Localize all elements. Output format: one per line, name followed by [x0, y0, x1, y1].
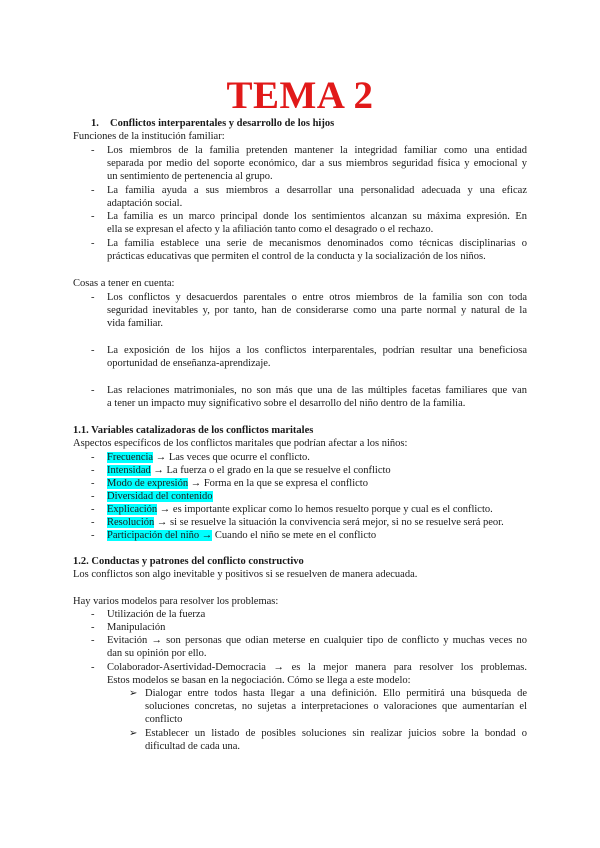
dash-bullet: -: [91, 622, 95, 633]
model-item: Manipulación: [107, 622, 166, 633]
list-item-line: Los conflictos y desacuerdos parentales o entre otros miembros de la familia son con toda: [107, 292, 527, 303]
sub-item-line: Establecer un listado de posibles soluciones sin realizar juicios sobre la bondad o: [145, 728, 527, 739]
dash-bullet: -: [91, 385, 95, 396]
models-intro: Hay varios modelos para resolver los problemas:: [73, 596, 279, 607]
section-1-1-heading: 1.1. Variables catalizadoras de los conflictos maritales: [73, 425, 314, 436]
list-item-line: oportunidad de enseñanza-aprendizaje.: [107, 358, 271, 369]
dash-bullet: -: [91, 530, 95, 541]
list-item-line: La familia ayuda a sus miembros a desarrollar una personalidad adecuada y una eficaz: [107, 185, 527, 196]
variable-item: [107, 516, 504, 529]
section-1-2-intro: Los conflictos son algo inevitable y positivos si se resuelven de manera adecuada.: [73, 569, 418, 580]
list-item-line: adaptación social.: [107, 198, 183, 209]
sub-item-line: soluciones concretas, no sujetas a interpretaciones o valoraciones que aumentarían el: [145, 701, 527, 712]
list-item-line: vida familiar.: [107, 318, 163, 329]
dash-bullet: -: [91, 145, 95, 156]
section-1-number: 1.: [91, 118, 99, 129]
model-item-line: Estos modelos se basan en la negociación. Cómo se llega a este modelo:: [107, 675, 411, 686]
list-item-line: La familia es un marco principal donde los sentimientos alcanzan su máxima expresión. En: [107, 211, 527, 222]
variable-item: [107, 464, 391, 477]
variable-term: Participación del niño →: [107, 530, 213, 541]
dash-bullet: -: [91, 517, 95, 528]
variable-term: Diversidad del contenido: [107, 491, 213, 502]
variable-desc: Cuando el niño se mete en el conflicto: [212, 530, 377, 541]
dash-bullet: -: [91, 185, 95, 196]
section-1-2-heading: 1.2. Conductas y patrones del conflicto constructivo: [73, 556, 304, 567]
dash-bullet: -: [91, 238, 95, 249]
list-item-line: a tener un impacto muy significativo sobre el desarrollo del niño dentro de la familia.: [107, 398, 466, 409]
dash-bullet: -: [91, 491, 95, 502]
section-1-intro: Funciones de la institución familiar:: [73, 131, 225, 142]
dash-bullet: -: [91, 478, 95, 489]
variable-term: Intensidad: [107, 465, 151, 476]
sub-item-line: dificultad de cada una.: [145, 741, 241, 752]
page-title: TEMA 2: [226, 74, 374, 117]
list-item-line: La exposición de los hijos a los conflictos interparentales, podrían resultar una beneficiosa: [107, 345, 527, 356]
arrow-bullet-icon: ➢: [129, 728, 138, 739]
dash-bullet: -: [91, 452, 95, 463]
dash-bullet: -: [91, 609, 95, 620]
model-item-line: Evitación → son personas que odian meterse en cualquier tipo de conflicto y muchas veces no: [107, 635, 527, 646]
model-item-line: Colaborador-Asertividad-Democracia → es la mejor manera para resolver los problemas.: [107, 662, 527, 673]
variable-term: Resolución: [107, 517, 155, 528]
variable-term: Frecuencia: [107, 452, 154, 463]
dash-bullet: -: [91, 465, 95, 476]
arrow-bullet-icon: ➢: [129, 688, 138, 699]
dash-bullet: -: [91, 292, 95, 303]
sub-item-line: conflicto: [145, 714, 183, 725]
variable-desc: → si se resuelve la situación la convivencia será mejor, si no se resuelve será peor.: [154, 517, 504, 528]
variable-item: [107, 529, 376, 542]
dash-bullet: -: [91, 345, 95, 356]
variable-item: [107, 451, 310, 464]
dash-bullet: -: [91, 211, 95, 222]
variable-item: [107, 490, 213, 503]
variable-desc: → es importante explicar como lo hemos resuelto porque y cual es el conflicto.: [157, 504, 493, 515]
variable-desc: → La fuerza o el grado en la que se resuelve el conflicto: [150, 465, 391, 476]
sub-item-line: Dialogar entre todos hasta llegar a una definición. Ello permitirá una búsqueda de: [145, 688, 527, 699]
model-item-line: dan su opinión por ello.: [107, 648, 207, 659]
variable-term: Explicación: [107, 504, 158, 515]
list-item-line: seguridad inevitables y, por tanto, han de considerarse como una parte normal y natural de la: [107, 305, 527, 316]
list-item-line: ella se expresan el afecto y la afiliación tanto como el desagrado o el rechazo.: [107, 224, 434, 235]
variable-item: [107, 477, 368, 490]
dash-bullet: -: [91, 662, 95, 673]
cosas-intro: Cosas a tener en cuenta:: [73, 278, 175, 289]
list-item-line: La familia establece una serie de mecanismos denominados como técnicas disciplinarias o: [107, 238, 527, 249]
list-item-line: Las relaciones matrimoniales, no son más que una de las múltiples facetas familiares que van: [107, 385, 527, 396]
list-item-line: prácticas educativas que permiten el control de la conducta y la socialización de los niños.: [107, 251, 486, 262]
model-item: Utilización de la fuerza: [107, 609, 206, 620]
section-1-heading: Conflictos interparentales y desarrollo de los hijos: [110, 118, 335, 129]
dash-bullet: -: [91, 504, 95, 515]
dash-bullet: -: [91, 635, 95, 646]
list-item-line: un sentimiento de pertenencia al grupo.: [107, 171, 273, 182]
variable-term: Modo de expresión: [107, 478, 189, 489]
variable-item: [107, 503, 493, 516]
list-item-line: separada por medio del soporte económico, dar a sus miembros seguridad física y emocional y: [107, 158, 527, 169]
section-1-1-intro: Aspectos específicos de los conflictos maritales que podrían afectar a los niños:: [73, 438, 408, 449]
list-item-line: Los miembros de la familia pretenden mantener la integridad familiar como una entidad: [107, 145, 527, 156]
variable-desc: → Forma en la que se expresa el conflicto: [188, 478, 368, 489]
variable-desc: → Las veces que ocurre el conflicto.: [153, 452, 310, 463]
